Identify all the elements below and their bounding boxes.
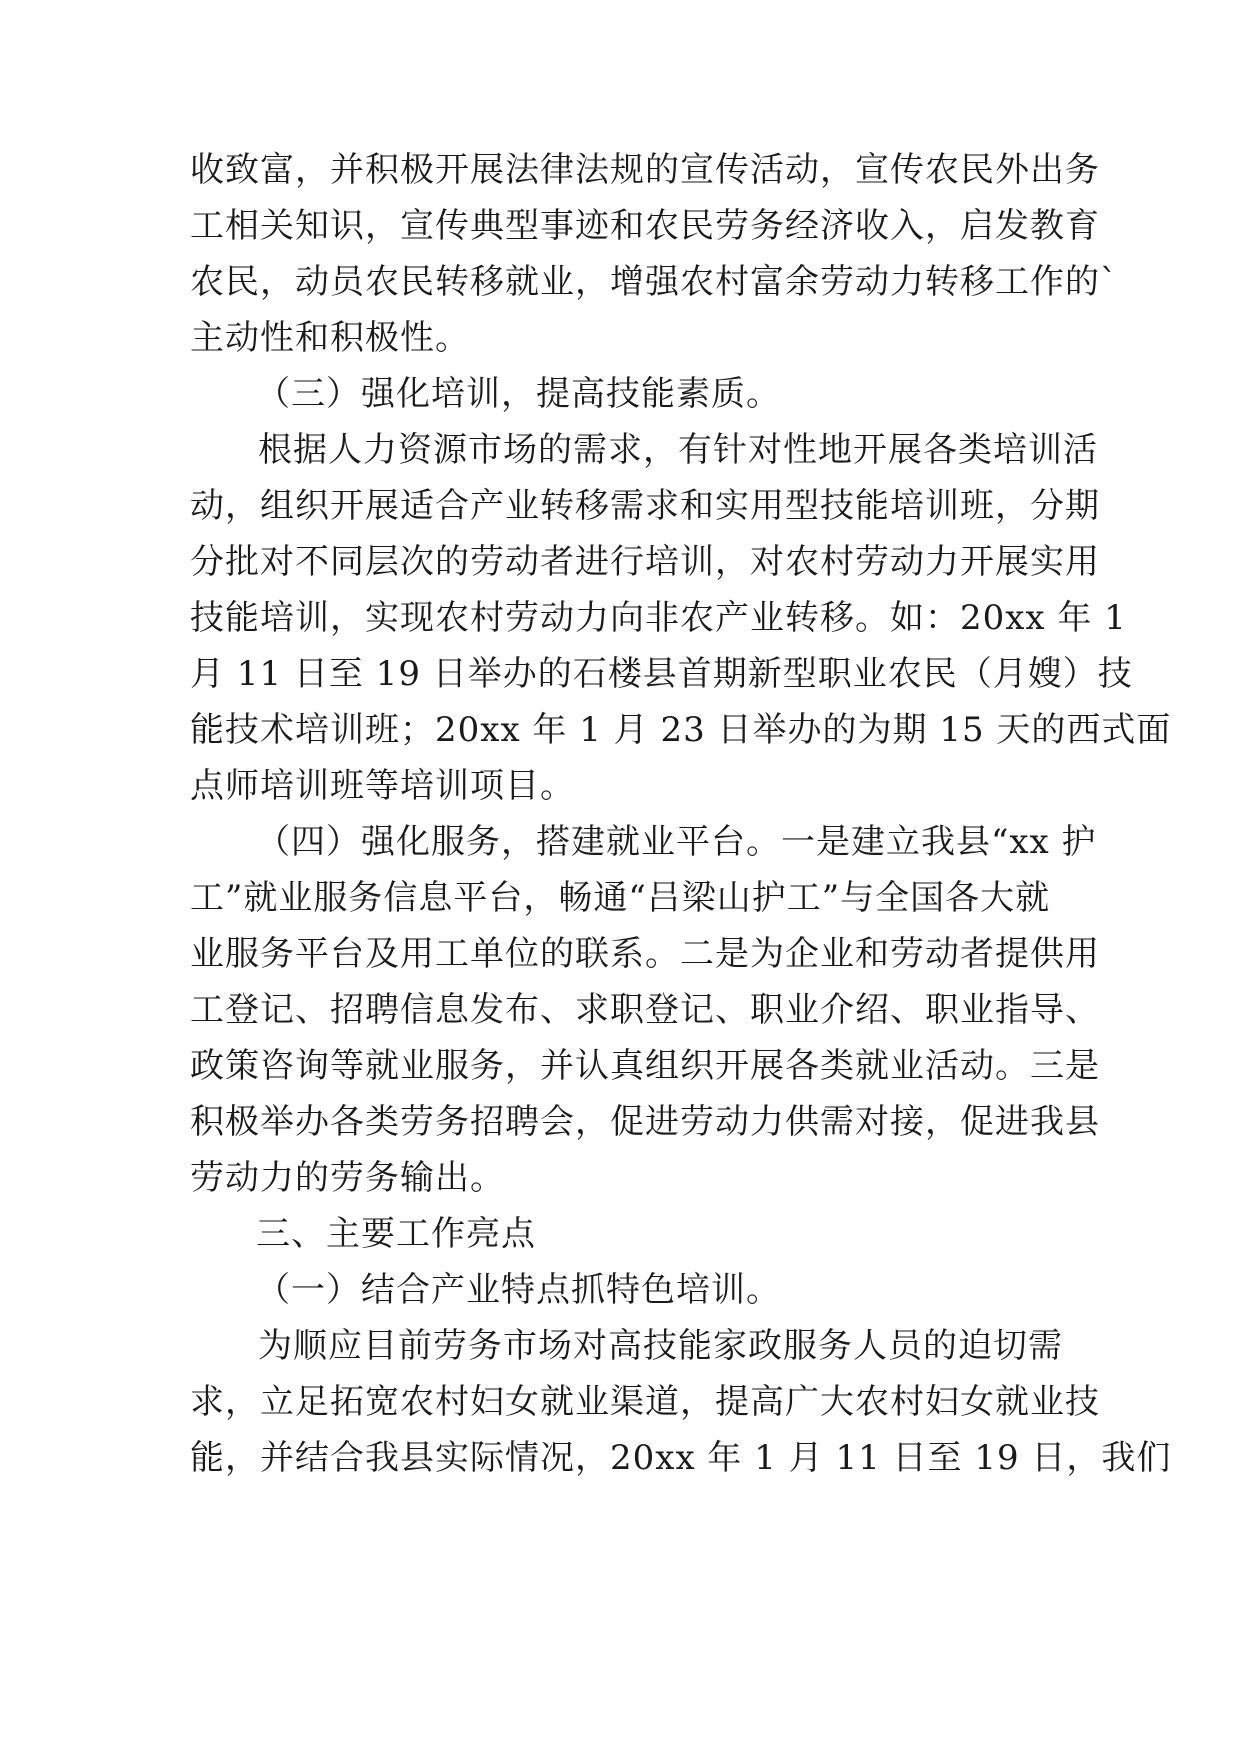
body-text-line: 工登记、招聘信息发布、求职登记、职业介绍、职业指导、 <box>190 990 1100 1030</box>
section-heading: 三、主要工作亮点 <box>256 1214 536 1254</box>
body-text-line: 收致富，并积极开展法律法规的宣传活动，宣传农民外出务 <box>190 150 1100 190</box>
body-text-line: 业服务平台及用工单位的联系。二是为企业和劳动者提供用 <box>190 934 1100 974</box>
body-text-line: 积极举办各类劳务招聘会，促进劳动力供需对接，促进我县 <box>190 1102 1100 1142</box>
body-text-line: 分批对不同层次的劳动者进行培训，对农村劳动力开展实用 <box>190 542 1100 582</box>
body-text-line: 劳动力的劳务输出。 <box>190 1158 505 1198</box>
body-text-line: 动，组织开展适合产业转移需求和实用型技能培训班，分期 <box>190 486 1100 526</box>
body-text-line: 求，立足拓宽农村妇女就业渠道，提高广大农村妇女就业技 <box>190 1382 1100 1422</box>
body-text-line: 根据人力资源市场的需求，有针对性地开展各类培训活 <box>258 430 1098 470</box>
subsection-heading: （一）结合产业特点抓特色培训。 <box>256 1270 781 1310</box>
body-text-line: 工”就业服务信息平台，畅通“吕梁山护工”与全国各大就 <box>190 878 1051 918</box>
section-heading: （三）强化培训，提高技能素质。 <box>256 374 781 414</box>
body-text-line: 为顺应目前劳务市场对高技能家政服务人员的迫切需 <box>258 1326 1063 1366</box>
body-text-line: 能技术培训班；20xx 年 1 月 23 日举办的为期 15 天的西式面 <box>190 710 1172 750</box>
section-heading: （四）强化服务，搭建就业平台。一是建立我县“xx 护 <box>256 822 1097 862</box>
body-text-line: 农民，动员农民转移就业，增强农村富余劳动力转移工作的` <box>190 262 1118 302</box>
body-text-line: 工相关知识，宣传典型事迹和农民劳务经济收入，启发教育 <box>190 206 1100 246</box>
body-text-line: 主动性和积极性。 <box>190 318 470 358</box>
body-text-line: 月 11 日至 19 日举办的石楼县首期新型职业农民（月嫂）技 <box>190 654 1133 694</box>
body-text-line: 政策咨询等就业服务，并认真组织开展各类就业活动。三是 <box>190 1046 1100 1086</box>
body-text-line: 点师培训班等培训项目。 <box>190 766 575 806</box>
body-text-line: 技能培训，实现农村劳动力向非农产业转移。如：20xx 年 1 <box>190 598 1127 638</box>
body-text-line: 能，并结合我县实际情况，20xx 年 1 月 11 日至 19 日，我们 <box>190 1438 1172 1478</box>
